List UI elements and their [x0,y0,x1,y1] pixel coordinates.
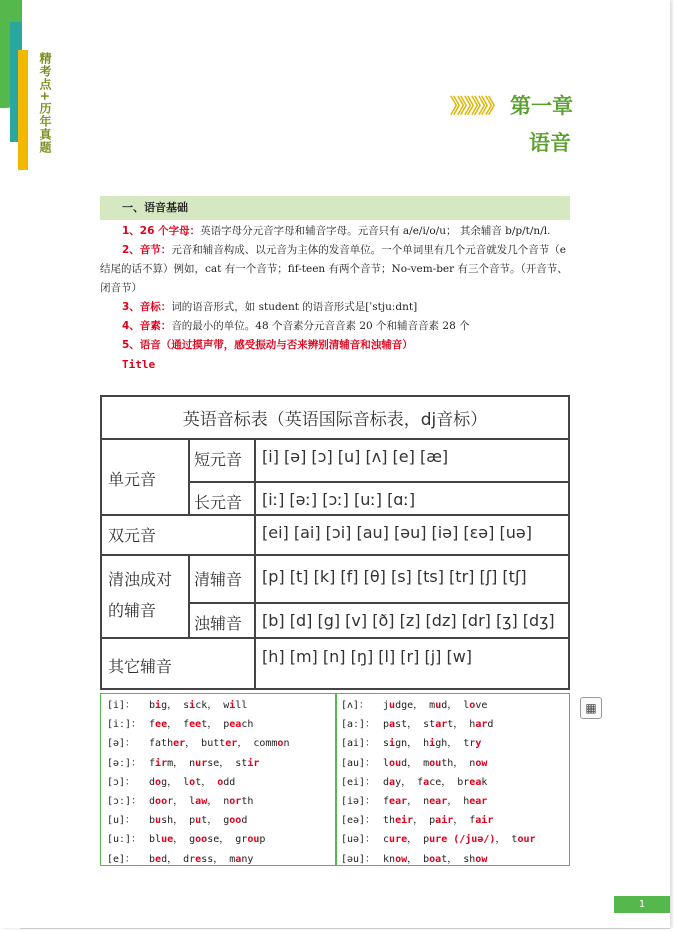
example-word: hear [457,795,488,807]
examples-left-column [107,696,289,869]
example-word: cure， [377,834,418,846]
monophthong-label: 单元音 [108,470,157,489]
example-word: near， [417,795,458,807]
example-row [341,734,536,753]
ipa-table [100,395,570,690]
example-word: boat， [417,853,458,865]
example-word: feet， [177,719,218,731]
example-word: mouth， [417,757,464,769]
example-row [107,715,289,734]
example-word: love [457,700,488,711]
example-row [107,792,289,811]
example-word: good [217,815,248,827]
example-phoneme: [əː]： [107,757,142,769]
example-phoneme: [i]： [107,700,136,711]
example-word: lot， [177,776,212,788]
example-word: sick， [177,700,218,711]
example-row [341,811,536,830]
example-row [341,830,536,849]
example-phoneme: [aː]： [341,719,376,731]
side-tab-yellow [18,50,28,170]
example-word: put， [183,815,218,827]
example-word: day， [377,776,412,788]
example-row [107,773,289,792]
examples-divider [335,694,337,865]
example-word: many [223,853,254,865]
example-word: big， [143,700,178,711]
example-word: bed， [143,853,178,865]
example-word: dog， [143,776,178,788]
chapter-heading [450,90,573,120]
example-row [107,850,289,869]
example-phoneme: [au]： [341,757,376,769]
example-row [107,734,289,753]
example-word: tour [505,834,536,846]
paragraph-label: 1、26 个字母： [122,225,201,237]
example-word: face， [411,776,452,788]
example-word: fair [463,815,494,827]
qr-code-icon[interactable]: ▦ [580,697,602,719]
paragraph-label: 5、语音（通过摸声带，感受振动与否来辨别清辅音和浊辅音） [122,339,413,351]
long-vowel-sounds: [iː] [əː] [ɔː] [uː] [ɑː] [262,490,416,509]
section-title: 一、语音基础 [100,196,570,220]
paired-consonant-label-1: 清浊成对 [108,570,173,589]
example-word: pure (/juə/)， [417,834,506,846]
other-consonant-label: 其它辅音 [108,657,173,676]
example-phoneme: [ɔː]： [107,795,142,807]
example-row [341,792,536,811]
paragraph-3 [100,298,570,317]
example-word: door， [143,795,184,807]
voiced-sounds: [b] [d] [g] [v] [ð] [z] [dz] [dr] [ʒ] [dʒ] [262,611,555,630]
diphthong-label: 双元音 [108,526,157,545]
title-label: Title [122,358,156,371]
example-word: sign， [377,738,418,750]
voiced-label: 浊辅音 [194,614,243,633]
long-vowel-label: 长元音 [194,493,243,512]
example-word: blue， [143,834,184,846]
example-word: will [217,700,248,711]
chapter-title: 第一章 [510,94,573,118]
example-word: firm， [143,757,184,769]
example-phoneme: [uː]： [107,834,142,846]
paragraph-label: 3、音标： [122,301,172,313]
paragraph-text: 音的最小的单位。48 个音素分元音音素 20 个和辅音音素 28 个 [171,320,470,332]
paragraph-text: 英语字母分元音字母和辅音字母。元音只有 a/e/i/o/u； 其余辅音 b/p/t/n/l. [200,225,551,237]
example-word: law， [183,795,218,807]
example-word: north [217,795,254,807]
example-word: bush， [143,815,184,827]
examples-right-column [341,696,536,869]
example-word: start， [417,719,464,731]
example-word: break [451,776,488,788]
other-consonant-sounds: [h] [m] [n] [ŋ] [l] [r] [j] [w] [262,647,473,666]
example-word: fear， [377,795,418,807]
example-word: hard [463,719,494,731]
example-word: pair， [423,815,464,827]
example-word: butter， [195,738,248,750]
paragraph-1 [100,222,570,241]
example-phoneme: [iː]： [107,719,142,731]
chapter-arrows: 》》》》》》 [450,94,502,118]
example-word: father， [143,738,196,750]
example-word: know， [377,853,418,865]
paragraph-label: 4、音素： [122,320,172,332]
diphthong-sounds: [ei] [ai] [ɔi] [au] [əu] [iə] [ɛə] [uə] [262,523,532,542]
example-phoneme: [ə]： [107,738,136,750]
example-phoneme: [ai]： [341,738,376,750]
example-word: now [463,757,488,769]
example-word: stir [229,757,260,769]
body-text [100,222,570,375]
example-phoneme: [ʌ]： [341,700,370,711]
page-number: 1 [614,896,670,913]
example-phoneme: [əu]： [341,853,376,865]
voiceless-label: 清辅音 [194,570,243,589]
example-word: past， [377,719,418,731]
example-word: dress， [177,853,224,865]
example-phoneme: [ɔ]： [107,776,136,788]
example-row [341,696,536,715]
paragraph-5 [100,336,570,355]
short-vowel-label: 短元音 [194,450,243,469]
example-row [341,754,536,773]
example-row [107,811,289,830]
title-label-row [100,355,570,375]
paragraph-4 [100,317,570,336]
chapter-subtitle: 语音 [529,131,571,155]
paired-consonant-label-2: 的辅音 [108,601,157,620]
example-phoneme: [eə]： [341,815,376,827]
example-word: peach [217,719,254,731]
example-row [107,754,289,773]
example-row [341,715,536,734]
voiceless-sounds: [p] [t] [k] [f] [θ] [s] [ts] [tr] [ʃ] [tʃ] [262,567,527,586]
example-word: common [247,738,290,750]
paragraph-label: 2、音节： [122,244,172,256]
examples-table [100,693,570,866]
example-phoneme: [e]： [107,853,136,865]
example-word: nurse， [183,757,230,769]
example-phoneme: [ei]： [341,776,376,788]
side-tab-label: 精考点+历年真题 [38,52,52,155]
bottom-rule [20,928,670,929]
example-row [341,773,536,792]
paragraph-text: 元音和辅音构成、以元音为主体的发音单位。一个单词里有几个元音就发几个音节（e 结尾的话不算）例如，cat 有一个音节；fif-teen 有两个音节；No-vem-ber 有三个音节。（开音节、闭音节） [100,244,568,294]
ipa-table-title: 英语音标表（英语国际音标表，dj音标） [182,410,488,430]
example-word: goose， [183,834,230,846]
example-word: mud， [423,700,458,711]
example-phoneme: [iə]： [341,795,376,807]
example-word: their， [377,815,424,827]
example-phoneme: [u]： [107,815,136,827]
example-row [107,696,289,715]
paragraph-2 [100,241,570,298]
example-word: try [457,738,482,750]
example-row [341,850,536,869]
example-word: judge， [377,700,424,711]
example-word: fee， [143,719,178,731]
example-word: show [457,853,488,865]
example-phoneme: [uə]： [341,834,376,846]
short-vowel-sounds: [i] [ə] [ɔ] [u] [ʌ] [e] [æ] [262,447,449,466]
example-word: odd [217,776,236,788]
example-word: high， [417,738,458,750]
paragraph-text: 词的语音形式，如 student 的语音形式是[ˈstjuːdnt] [171,301,418,313]
example-row [107,830,289,849]
example-word: group [229,834,266,846]
example-word: loud， [377,757,418,769]
